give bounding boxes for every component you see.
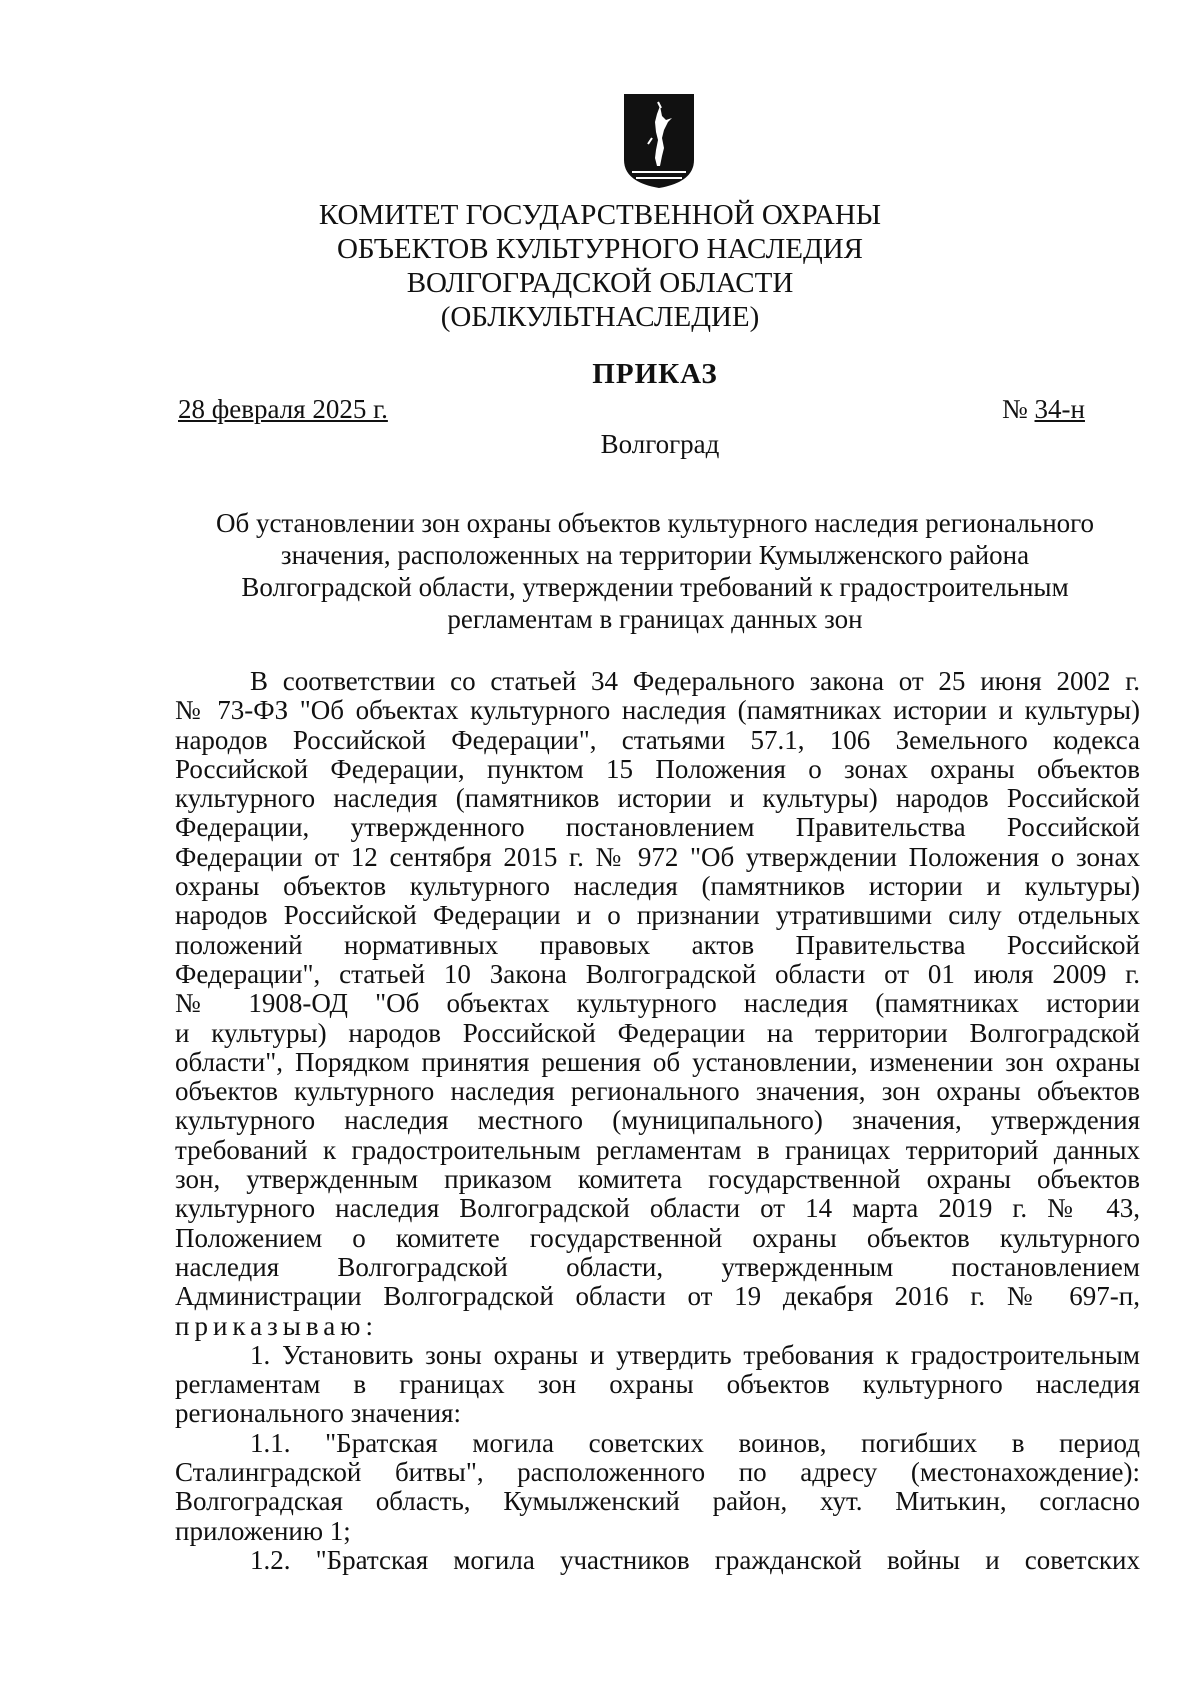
document-body	[175, 667, 1140, 1575]
body-line: наследия Волгоградской области, утвержденным постановлением	[175, 1251, 1140, 1282]
body-line: Федерации", статьей 10 Закона Волгоградской области от 01 июля 2009 г.	[175, 958, 1140, 989]
document-subject	[170, 507, 1140, 635]
subject-line: Волгоградской области, утверждении требований к градостроительным	[241, 572, 1069, 602]
body-line: Федерации, утвержденного постановлением Правительства Российской	[175, 812, 1140, 843]
body-line: и культуры) народов Российской Федерации на территории Волгоградской	[175, 1017, 1140, 1048]
body-line: охраны объектов культурного наследия (памятников истории и культуры)	[175, 871, 1140, 902]
body-line: положений нормативных правовых актов Правительства Российской	[175, 929, 1140, 960]
body-line-resolution: приказываю:	[175, 1310, 378, 1341]
coat-of-arms-icon	[622, 92, 696, 190]
body-line: Администрации Волгоградской области от 19 декабря 2016 г. № 697-п,	[175, 1281, 1140, 1312]
subject-line: Об установлении зон охраны объектов культурного наследия регионального	[215, 508, 1095, 538]
organization-name	[300, 198, 900, 334]
body-line: требований к градостроительным регламентам в границах территорий данных	[175, 1134, 1140, 1165]
subject-line: значения, расположенных на территории Кумылженского района	[280, 540, 1030, 570]
org-line: КОМИТЕТ ГОСУДАРСТВЕННОЙ ОХРАНЫ	[318, 199, 882, 231]
document-date: 28 февраля 2025 г.	[178, 394, 388, 424]
body-line: Волгоградская область, Кумылженский район, хут. Митькин, согласно	[175, 1486, 1140, 1517]
org-line: ВОЛГОГРАДСКОЙ ОБЛАСТИ	[406, 267, 794, 299]
body-line: Российской Федерации, пунктом 15 Положения о зонах охраны объектов	[175, 753, 1140, 784]
body-line: объектов культурного наследия регионального значения, зон охраны объектов	[175, 1076, 1140, 1107]
body-line: Сталинградской битвы", расположенного по адресу (местонахождение):	[175, 1457, 1140, 1488]
body-line: № 1908-ОД "Об объектах культурного наследия (памятниках истории	[175, 988, 1140, 1019]
document-city: Волгоград	[600, 429, 720, 459]
body-line: культурного наследия Волгоградской области от 14 марта 2019 г. № 43,	[175, 1193, 1140, 1224]
document-title: ПРИКАЗ	[592, 358, 718, 390]
body-line: регламентам в границах зон охраны объектов культурного наследия	[175, 1369, 1140, 1400]
body-line: приложению 1;	[175, 1515, 351, 1546]
body-line: Федерации от 12 сентября 2015 г. № 972 "Об утверждении Положения о зонах	[175, 841, 1140, 872]
body-line: Положением о комитете государственной охраны объектов культурного	[175, 1222, 1140, 1253]
body-line: 1. Установить зоны охраны и утвердить требования к градостроительным	[250, 1339, 1140, 1370]
org-line: (ОБЛКУЛЬТНАСЛЕДИЕ)	[440, 301, 760, 333]
body-line: 1.1. "Братская могила советских воинов, погибших в период	[250, 1427, 1140, 1458]
body-line: регионального значения:	[175, 1398, 461, 1429]
number-sign: №	[1002, 394, 1028, 424]
body-line: народов Российской Федерации", статьями 57.1, 106 Земельного кодекса	[175, 724, 1140, 755]
body-line: культурного наследия (памятников истории и культуры) народов Российской	[175, 783, 1140, 814]
org-line: ОБЪЕКТОВ КУЛЬТУРНОГО НАСЛЕДИЯ	[336, 233, 864, 265]
body-line: 1.2. "Братская могила участников гражданской войны и советских	[250, 1544, 1140, 1575]
document-number	[1002, 394, 1085, 425]
number-value: 34-н	[1034, 394, 1085, 424]
body-line: культурного наследия местного (муниципального) значения, утверждения	[175, 1105, 1140, 1136]
subject-line: регламентам в границах данных зон	[447, 604, 863, 634]
body-line: области", Порядком принятия решения об установлении, изменении зон охраны	[175, 1046, 1140, 1077]
body-line: народов Российской Федерации и о признании утратившими силу отдельных	[175, 900, 1140, 931]
body-line: В соответствии со статьей 34 Федерального закона от 25 июня 2002 г.	[250, 666, 1140, 696]
body-line: зон, утвержденным приказом комитета государственной охраны объектов	[175, 1164, 1140, 1195]
body-line: № 73-ФЗ "Об объектах культурного наследия (памятниках истории и культуры)	[175, 695, 1140, 726]
